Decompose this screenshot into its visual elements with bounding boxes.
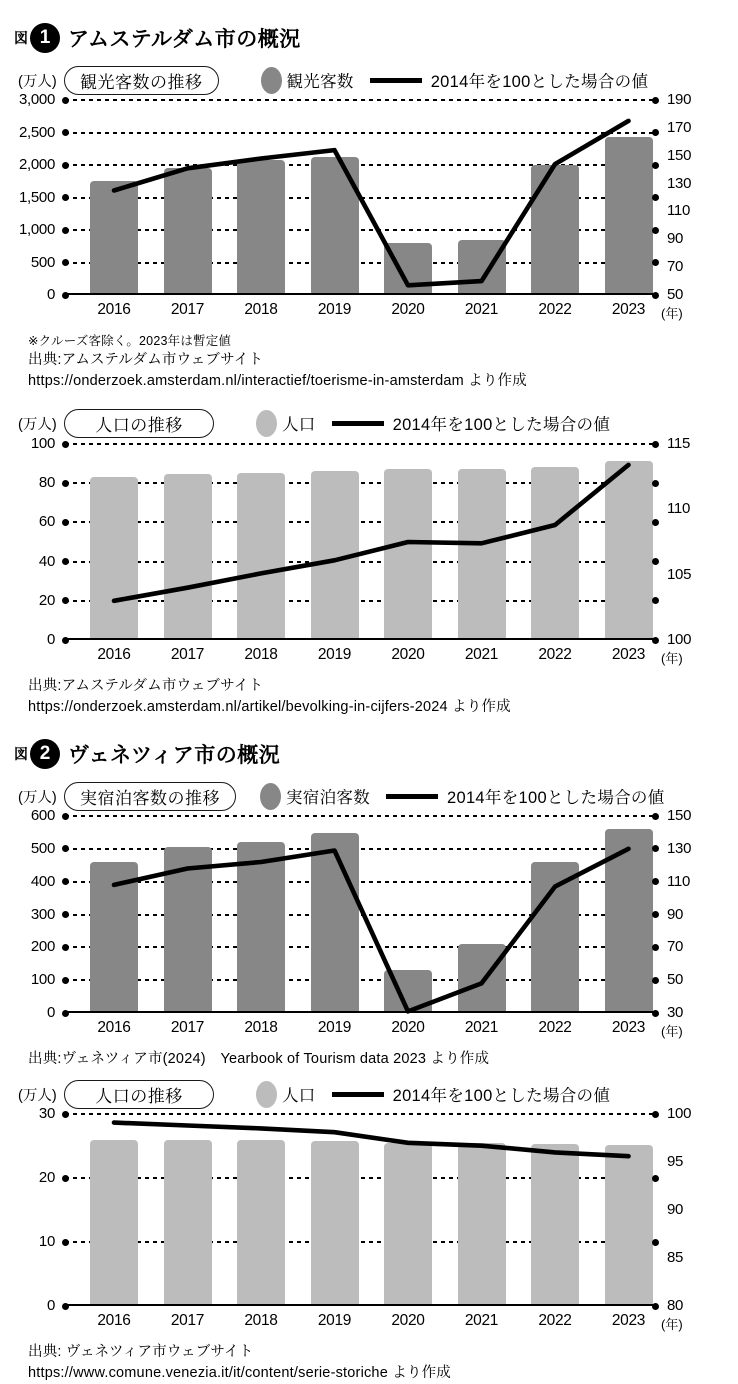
figure-label: 図: [14, 30, 28, 46]
y-axis-tick-label: 500: [30, 839, 55, 857]
x-axis-unit-label: (年): [661, 1024, 683, 1039]
line-legend-label: 2014年を100とした場合の値: [392, 416, 611, 434]
source-url: https://www.comune.venezia.it/it/content/serie-storiche より作成: [28, 1365, 451, 1381]
source-url: https://onderzoek.amsterdam.nl/artikel/bevolking-in-cijfers-2024 より作成: [28, 699, 511, 715]
secondary-axis-tick-label: 90: [667, 230, 684, 248]
x-axis-tick-label: 2019: [317, 1019, 352, 1036]
secondary-axis-tick-label: 80: [667, 1297, 684, 1314]
index-trend-line: [65, 100, 655, 295]
chart-notes: [28, 676, 738, 718]
source-line: 出典:アムステルダム市ウェブサイト: [28, 678, 264, 694]
y-axis-unit-label: (万人): [18, 789, 57, 806]
line-legend-label: 2014年を100とした場合の値: [430, 73, 649, 91]
plot-area-venice-population: [38, 1105, 692, 1332]
x-axis-tick-label: 2020: [391, 646, 425, 663]
bar-legend-swatch: [256, 410, 277, 437]
x-axis-tick-label: 2020: [391, 301, 425, 318]
secondary-axis-tick-label: 85: [667, 1249, 684, 1266]
x-axis-tick-label: 2017: [170, 1019, 205, 1036]
secondary-axis-tick-label: 110: [667, 202, 691, 220]
x-axis-tick-label: 2021: [464, 301, 499, 318]
x-axis-unit-label: (年): [661, 306, 683, 321]
y-axis-tick-label: 80: [38, 474, 55, 492]
secondary-axis-tick-label: 50: [667, 286, 684, 303]
x-axis-tick-label: 2017: [170, 1312, 205, 1329]
y-axis-tick-label: 600: [30, 807, 55, 824]
chart-notes: [28, 1342, 738, 1384]
legend-row: [18, 782, 738, 810]
chart-title-pill: 人口の推移: [64, 1080, 214, 1109]
y-axis-tick-label: 500: [30, 253, 55, 271]
secondary-axis-tick-label: 30: [667, 1004, 684, 1021]
source-url: https://onderzoek.amsterdam.nl/interactief/toerisme-in-amsterdam より作成: [28, 373, 527, 389]
figure1-number-badge: 1: [30, 23, 60, 53]
y-axis-tick-label: 200: [30, 938, 55, 956]
bar-legend-label: 実宿泊客数: [286, 789, 370, 807]
x-axis-tick-label: 2019: [317, 1312, 352, 1329]
figure2-number-badge: 2: [30, 739, 60, 769]
secondary-axis-tick-label: 170: [667, 118, 692, 136]
y-axis-tick-label: 20: [38, 1169, 55, 1186]
line-legend: [332, 1082, 611, 1106]
line-legend-swatch: [386, 794, 438, 799]
chart-notes: [28, 1049, 738, 1070]
x-axis-tick-label: 2017: [170, 646, 205, 663]
bar-legend-swatch: [261, 67, 282, 94]
line-legend-label: 2014年を100とした場合の値: [447, 789, 665, 807]
x-axis-tick-label: 2018: [244, 1312, 278, 1329]
x-axis-tick-label: 2021: [464, 1019, 499, 1036]
y-axis-tick-label: 1,000: [18, 221, 55, 238]
secondary-axis-tick-label: 95: [667, 1153, 684, 1170]
secondary-axis-tick-label: 130: [667, 174, 692, 192]
x-axis-tick-label: 2018: [244, 1019, 278, 1036]
secondary-axis-tick-label: 110: [667, 500, 691, 518]
x-axis-tick-label: 2018: [244, 646, 278, 663]
secondary-axis-tick-label: 115: [667, 435, 691, 452]
secondary-axis-tick-label: 110: [667, 872, 691, 890]
y-axis-tick-label: 300: [30, 905, 55, 923]
figure2-title: ヴェネツィア市の概況: [68, 744, 281, 767]
x-axis-tick-label: 2022: [538, 646, 572, 663]
y-axis-unit-label: (万人): [18, 73, 57, 90]
y-axis-unit-label: (万人): [18, 1087, 57, 1104]
venice-population-chart-block: [0, 1080, 738, 1384]
y-axis-tick-label: 100: [30, 435, 55, 452]
x-axis-tick-label: 2023: [611, 1312, 646, 1329]
y-axis-tick-label: 100: [30, 971, 55, 989]
x-axis-tick-label: 2016: [97, 646, 131, 663]
secondary-axis-tick-label: 70: [667, 258, 684, 276]
y-axis-tick-label: 0: [46, 1297, 55, 1314]
x-axis-tick-label: 2020: [391, 1019, 425, 1036]
x-axis-tick-label: 2016: [97, 1019, 131, 1036]
x-axis-tick-label: 2023: [611, 646, 646, 663]
secondary-axis-tick-label: 100: [667, 631, 692, 648]
y-axis-tick-label: 0: [46, 631, 55, 648]
y-axis-tick-label: 2,000: [18, 156, 55, 173]
x-axis-tick-label: 2017: [170, 301, 205, 318]
secondary-axis-tick-label: 190: [667, 91, 692, 108]
line-legend-label: 2014年を100とした場合の値: [392, 1087, 611, 1105]
x-axis-tick-label: 2016: [97, 301, 131, 318]
y-axis-tick-label: 0: [46, 1004, 55, 1021]
secondary-axis-tick-label: 150: [667, 807, 692, 824]
line-legend: [332, 411, 611, 435]
amsterdam-population-chart-block: [0, 408, 738, 718]
amsterdam-tourists-chart-block: [0, 66, 738, 392]
x-axis-tick-label: 2023: [611, 1019, 646, 1036]
line-legend: [370, 68, 649, 92]
source-line: 出典:アムステルダム市ウェブサイト: [28, 352, 264, 368]
x-axis-tick-label: 2022: [538, 1312, 572, 1329]
y-axis-tick-label: 10: [38, 1233, 55, 1250]
x-axis-tick-label: 2019: [317, 301, 352, 318]
x-axis-tick-label: 2018: [244, 301, 278, 318]
bar-legend: [256, 410, 316, 437]
bar-legend-label: 人口: [282, 416, 316, 434]
line-legend-swatch: [332, 1092, 384, 1097]
figure1-title: アムステルダム市の概況: [68, 28, 301, 51]
y-axis-tick-label: 3,000: [18, 91, 55, 108]
x-axis-tick-label: 2021: [464, 646, 499, 663]
bar-legend: [260, 783, 370, 810]
x-axis-tick-label: 2021: [464, 1312, 499, 1329]
x-axis-tick-label: 2022: [538, 301, 572, 318]
line-legend: [386, 784, 665, 808]
chart-title-pill: 人口の推移: [64, 409, 214, 438]
y-axis-tick-label: 0: [46, 286, 55, 303]
chart-notes: [28, 333, 738, 392]
secondary-axis-tick-label: 105: [667, 565, 692, 583]
chart-title-pill: 観光客数の推移: [64, 66, 219, 95]
y-axis-tick-label: 30: [38, 1105, 55, 1122]
secondary-axis-tick-label: 150: [667, 146, 692, 164]
x-axis-tick-label: 2023: [611, 301, 646, 318]
line-legend-swatch: [370, 78, 422, 83]
y-axis-tick-label: 60: [38, 513, 55, 531]
y-axis-unit-label: (万人): [18, 416, 57, 433]
plot-area-guests: [30, 807, 692, 1039]
y-axis-tick-label: 1,500: [18, 188, 55, 206]
x-axis-tick-label: 2016: [97, 1312, 131, 1329]
index-trend-line: [65, 444, 655, 640]
legend-row: [18, 66, 738, 94]
plot-area-population: [30, 435, 692, 666]
legend-row: [18, 1080, 738, 1108]
venice-guests-chart-block: [0, 782, 738, 1070]
plot-area-tourists: [18, 91, 692, 321]
secondary-axis-tick-label: 130: [667, 839, 692, 857]
figure2-header: [14, 736, 738, 772]
bar-legend-label: 観光客数: [286, 73, 354, 91]
x-axis-unit-label: (年): [661, 1317, 683, 1332]
footnote: ※クルーズ客除く。2023年は暫定値: [28, 334, 232, 348]
index-trend-line: [65, 1114, 655, 1306]
secondary-axis-tick-label: 50: [667, 971, 684, 989]
secondary-axis-tick-label: 100: [667, 1105, 692, 1122]
chart-title-pill: 実宿泊客数の推移: [64, 782, 236, 811]
source-line: 出典:ヴェネツィア市(2024) Yearbook of Tourism data 2023 より作成: [28, 1051, 490, 1067]
x-axis-tick-label: 2022: [538, 1019, 572, 1036]
x-axis-unit-label: (年): [661, 651, 683, 666]
x-axis-tick-label: 2019: [317, 646, 352, 663]
y-axis-tick-label: 20: [38, 591, 55, 609]
y-axis-tick-label: 2,500: [18, 123, 55, 141]
bar-legend: [256, 1081, 316, 1108]
source-line: 出典: ヴェネツィア市ウェブサイト: [28, 1344, 254, 1360]
secondary-axis-tick-label: 90: [667, 905, 684, 923]
bar-legend-label: 人口: [282, 1087, 316, 1105]
figure-label: 図: [14, 746, 28, 762]
x-axis-tick-label: 2020: [391, 1312, 425, 1329]
legend-row: [18, 408, 738, 438]
bar-legend: [261, 67, 354, 94]
secondary-axis-tick-label: 90: [667, 1201, 684, 1218]
figure1-header: [14, 20, 738, 56]
index-trend-line: [65, 816, 655, 1013]
y-axis-tick-label: 400: [30, 872, 55, 890]
bar-legend-swatch: [260, 783, 281, 810]
bar-legend-swatch: [256, 1081, 277, 1108]
y-axis-tick-label: 40: [38, 552, 55, 570]
secondary-axis-tick-label: 70: [667, 938, 684, 956]
line-legend-swatch: [332, 421, 384, 426]
